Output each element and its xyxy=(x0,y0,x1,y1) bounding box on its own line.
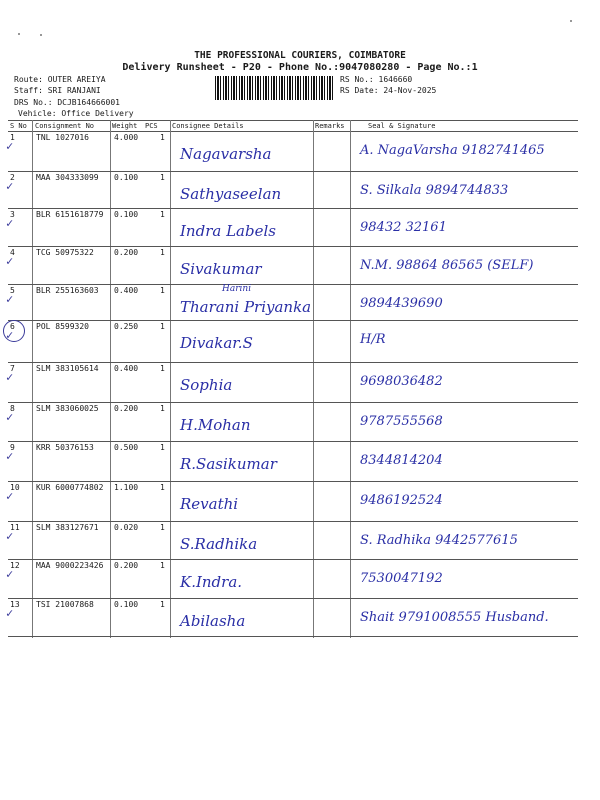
table-cell-pcs: 1 xyxy=(160,561,165,570)
drs-number: DRS No.: DCJB164666001 xyxy=(14,98,120,107)
col-rule xyxy=(313,120,314,638)
col-header-consignee: Consignee Details xyxy=(172,122,244,130)
table-cell-sno: 9 xyxy=(10,443,15,452)
signature-handwriting: H/R xyxy=(360,332,386,347)
signature-handwriting: 9698036482 xyxy=(360,374,443,389)
col-header-pcs: PCS xyxy=(145,122,158,130)
signature-handwriting: A. NagaVarsha 9182741465 xyxy=(360,143,545,158)
col-rule xyxy=(350,120,351,638)
delivered-check-icon: ✓ xyxy=(6,489,14,503)
table-row-rule xyxy=(8,521,578,522)
consignee-handwriting: Revathi xyxy=(180,495,239,513)
consignee-handwriting: S.Radhika xyxy=(180,535,258,553)
col-header-sno: S No xyxy=(10,122,27,130)
table-cell-pcs: 1 xyxy=(160,600,165,609)
table-row-rule xyxy=(8,481,578,482)
delivered-check-icon: ✓ xyxy=(6,216,14,230)
table-cell-sno: 7 xyxy=(10,364,15,373)
table-row-rule xyxy=(8,559,578,560)
signature-handwriting: 7530047192 xyxy=(360,571,443,586)
table-cell-sno: 8 xyxy=(10,404,15,413)
table-cell-sno: 2 xyxy=(10,173,15,182)
consignee-handwriting: Nagavarsha xyxy=(180,145,272,163)
table-cell-consignment: TNL 1027016 xyxy=(36,133,89,142)
barcode xyxy=(215,76,335,100)
vehicle-label: Vehicle: Office Delivery xyxy=(18,109,134,118)
signature-handwriting: S. Silkala 9894744833 xyxy=(360,183,509,198)
col-rule xyxy=(110,120,111,638)
table-cell-consignment: SLM 383105614 xyxy=(36,364,99,373)
table-cell-consignment: TSI 21007868 xyxy=(36,600,94,609)
table-cell-sno: 3 xyxy=(10,210,15,219)
table-cell-pcs: 1 xyxy=(160,173,165,182)
delivered-check-icon: ✓ xyxy=(6,606,14,620)
col-header-weight: Weight xyxy=(112,122,138,130)
table-row-rule xyxy=(8,636,578,637)
delivered-check-icon: ✓ xyxy=(6,254,14,268)
signature-handwriting: 98432 32161 xyxy=(360,220,447,235)
table-cell-sno: 11 xyxy=(10,523,20,532)
consignee-handwriting: R.Sasikumar xyxy=(180,455,277,473)
scan-speck xyxy=(570,20,572,22)
consignee-handwriting: Abilasha xyxy=(180,612,246,630)
table-cell-weight: 0.400 xyxy=(114,286,139,295)
col-rule xyxy=(170,120,171,638)
table-cell-consignment: BLR 255163603 xyxy=(36,286,99,295)
table-cell-weight: 0.020 xyxy=(114,523,139,532)
table-row-rule xyxy=(8,402,578,403)
table-row-rule xyxy=(8,208,578,209)
table-cell-weight: 4.000 xyxy=(114,133,139,142)
col-rule xyxy=(32,120,33,638)
table-cell-consignment: POL 8599320 xyxy=(36,322,89,331)
table-cell-weight: 0.500 xyxy=(114,443,139,452)
table-cell-weight: 0.200 xyxy=(114,248,139,257)
table-row-rule xyxy=(8,441,578,442)
consignee-handwriting: Sophia xyxy=(180,376,233,394)
table-cell-weight: 0.100 xyxy=(114,173,139,182)
table-cell-pcs: 1 xyxy=(160,404,165,413)
delivered-check-icon: ✓ xyxy=(6,292,14,306)
table-cell-pcs: 1 xyxy=(160,248,165,257)
table-cell-weight: 0.200 xyxy=(114,404,139,413)
scan-speck xyxy=(40,34,42,36)
col-header-signature: Seal & Signature xyxy=(368,122,436,130)
consignee-handwriting: Sathyaseelan xyxy=(180,185,282,203)
table-row-rule xyxy=(8,171,578,172)
consignee-handwriting: K.Indra. xyxy=(180,573,243,591)
rs-date: RS Date: 24-Nov-2025 xyxy=(340,86,437,95)
table-cell-consignment: MAA 9000223426 xyxy=(36,561,104,570)
document-subtitle: Delivery Runsheet - P20 - Phone No.:9047080280 - Page No.:1 xyxy=(122,62,478,73)
signature-handwriting: N.M. 98864 86565 (SELF) xyxy=(360,258,534,273)
table-cell-consignment: MAA 304333099 xyxy=(36,173,99,182)
signature-handwriting: 9486192524 xyxy=(360,493,443,508)
table-cell-pcs: 1 xyxy=(160,286,165,295)
table-cell-sno: 12 xyxy=(10,561,20,570)
table-cell-weight: 0.400 xyxy=(114,364,139,373)
table-cell-sno: 1 xyxy=(10,133,15,142)
consignee-handwriting: Sivakumar xyxy=(180,260,262,278)
table-cell-weight: 0.100 xyxy=(114,210,139,219)
table-header-rule xyxy=(8,131,578,132)
table-cell-consignment: KUR 6000774802 xyxy=(36,483,104,492)
table-cell-pcs: 1 xyxy=(160,133,165,142)
sno-circle-icon xyxy=(3,320,25,342)
consignee-handwriting: Tharani Priyanka xyxy=(180,298,312,316)
table-cell-pcs: 1 xyxy=(160,443,165,452)
table-cell-sno: 5 xyxy=(10,286,15,295)
table-cell-weight: 0.250 xyxy=(114,322,139,331)
delivered-check-icon: ✓ xyxy=(6,410,14,424)
table-cell-consignment: KRR 50376153 xyxy=(36,443,94,452)
table-cell-consignment: SLM 383127671 xyxy=(36,523,99,532)
consignee-handwriting: Divakar.S xyxy=(180,334,253,352)
scan-speck xyxy=(18,33,20,35)
table-cell-pcs: 1 xyxy=(160,364,165,373)
table-cell-sno: 10 xyxy=(10,483,20,492)
delivered-check-icon: ✓ xyxy=(6,370,14,384)
delivered-check-icon: ✓ xyxy=(6,449,14,463)
delivered-check-icon: ✓ xyxy=(6,139,14,153)
consignee-handwriting: Indra Labels xyxy=(180,222,276,240)
table-cell-consignment: BLR 6151618779 xyxy=(36,210,104,219)
table-cell-pcs: 1 xyxy=(160,210,165,219)
table-row-rule xyxy=(8,284,578,285)
signature-handwriting: 9894439690 xyxy=(360,296,443,311)
table-cell-pcs: 1 xyxy=(160,523,165,532)
row5-note: Harini xyxy=(222,284,252,294)
table-row-rule xyxy=(8,320,578,321)
table-cell-weight: 0.100 xyxy=(114,600,139,609)
document-title: THE PROFESSIONAL COURIERS, COIMBATORE xyxy=(194,50,406,61)
table-cell-consignment: TCG 50975322 xyxy=(36,248,94,257)
table-cell-weight: 0.200 xyxy=(114,561,139,570)
delivered-check-icon: ✓ xyxy=(6,328,14,342)
table-cell-pcs: 1 xyxy=(160,483,165,492)
table-cell-pcs: 1 xyxy=(160,322,165,331)
route-label: Route: OUTER AREIYA xyxy=(14,75,106,84)
signature-handwriting: 9787555568 xyxy=(360,414,443,429)
rs-number: RS No.: 1646660 xyxy=(340,75,413,84)
signature-handwriting: Shait 9791008555 Husband. xyxy=(360,610,549,625)
table-cell-sno: 6 xyxy=(10,322,15,331)
table-cell-weight: 1.100 xyxy=(114,483,139,492)
table-row-rule xyxy=(8,362,578,363)
delivered-check-icon: ✓ xyxy=(6,529,14,543)
signature-handwriting: 8344814204 xyxy=(360,453,443,468)
table-row-rule xyxy=(8,598,578,599)
table-cell-consignment: SLM 383060025 xyxy=(36,404,99,413)
table-row-rule xyxy=(8,246,578,247)
staff-label: Staff: SRI RANJANI xyxy=(14,86,101,95)
col-header-remarks: Remarks xyxy=(315,122,345,130)
table-top-rule xyxy=(8,120,578,121)
table-cell-sno: 4 xyxy=(10,248,15,257)
col-header-consignment: Consignment No xyxy=(35,122,95,130)
delivered-check-icon: ✓ xyxy=(6,179,14,193)
table-cell-sno: 13 xyxy=(10,600,20,609)
delivered-check-icon: ✓ xyxy=(6,567,14,581)
consignee-handwriting: H.Mohan xyxy=(180,416,251,434)
signature-handwriting: S. Radhika 9442577615 xyxy=(360,533,518,548)
